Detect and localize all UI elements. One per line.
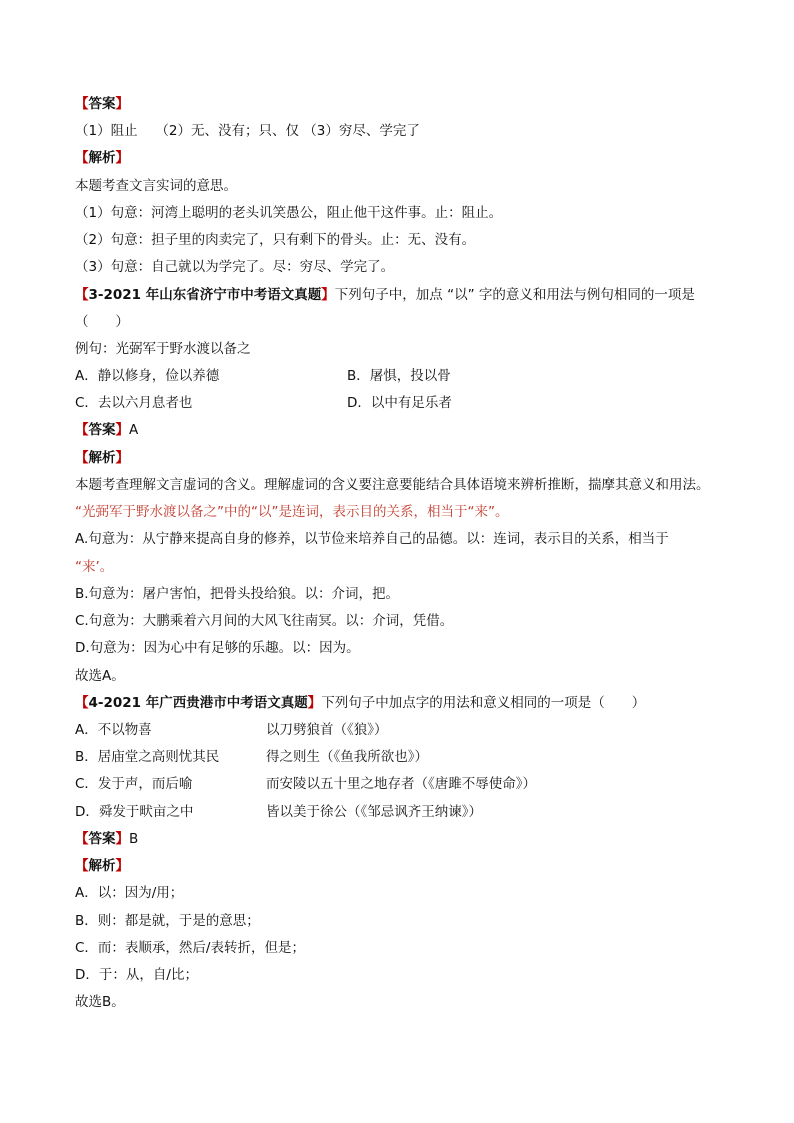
option-d-left: D．舜发于畎亩之中	[75, 804, 194, 820]
analysis-line: B.句意为：屠户害怕，把骨头投给狼。以：介词，把。	[75, 586, 400, 602]
option-a: A．静以修身，俭以养德	[75, 368, 220, 384]
analysis-highlight: “光弼军于野水渡以备之”中的“以”是连词，表示目的关系，相当于“来”。	[75, 504, 509, 520]
analysis-line: B．则：都是就，于是的意思；	[75, 913, 260, 929]
analysis-heading: 【解析】	[75, 858, 129, 874]
analysis-conclusion: 故选A。	[75, 668, 125, 684]
analysis-line: 本题考查文言实词的意思。	[75, 178, 237, 194]
option-d-right: 皆以美于徐公（《邹忌讽齐王纳谏》）	[266, 804, 482, 820]
answer-heading: 【答案】	[75, 96, 129, 112]
analysis-line: D．于：从，自/比；	[75, 967, 198, 983]
answer-heading: 【答案】A	[75, 422, 139, 438]
analysis-line: C.句意为：大鹏乘着六月间的大风飞往南冥。以：介词，凭借。	[75, 613, 454, 629]
option-b-right: 得之则生（《鱼我所欲也》）	[266, 749, 428, 765]
answer-text: （1）阻止 （2）无、没有；只、仅 （3）穷尽、学完了	[75, 123, 420, 139]
option-b: B．屠惧，投以骨	[347, 368, 451, 384]
analysis-line: C．而：表顺承，然后/表转折，但是；	[75, 940, 305, 956]
analysis-heading: 【解析】	[75, 150, 129, 166]
answer-heading: 【答案】B	[75, 831, 139, 847]
option-b-left: B．居庙堂之高则忧其民	[75, 749, 220, 765]
option-c: C．去以六月息者也	[75, 395, 193, 411]
analysis-highlight: “来’。	[75, 559, 114, 575]
question-4-stem: 【4-2021 年广西贵港市中考语文真题】下列句子中加点字的用法和意义相同的一项是（ ）	[75, 695, 646, 711]
option-c-right: 而安陵以五十里之地存者（《唐雎不辱使命》）	[266, 776, 536, 792]
question-3-stem: 【3-2021 年山东省济宁市中考语文真题】下列句子中，加点 “以” 字的意义和用法与例句相同的一项是	[75, 287, 695, 303]
analysis-line: （2）句意：担子里的肉卖完了，只有剩下的骨头。止：无、没有。	[75, 232, 476, 248]
question-3-example: 例句：光弼军于野水渡以备之	[75, 341, 251, 357]
analysis-line: A.句意为：从宁静来提高自身的修养，以节俭来培养自己的品德。以：连词，表示目的关系，相当于	[75, 531, 669, 547]
option-a-right: 以刀劈狼首（《狼》）	[266, 722, 388, 738]
analysis-heading: 【解析】	[75, 450, 129, 466]
analysis-conclusion: 故选B。	[75, 994, 125, 1010]
analysis-line: （3）句意：自己就以为学完了。尽：穷尽、学完了。	[75, 259, 395, 275]
option-a-left: A．不以物喜	[75, 722, 152, 738]
analysis-line: A．以：因为/用；	[75, 885, 184, 901]
analysis-line: D.句意为：因为心中有足够的乐趣。以：因为。	[75, 640, 360, 656]
analysis-line: （1）句意：河湾上聪明的老头讥笑愚公，阻止他干这件事。止：阻止。	[75, 205, 503, 221]
analysis-line: 本题考查理解文言虚词的含义。理解虚词的含义要注意要能结合具体语境来辨析推断，揣摩其意义和用法。	[75, 477, 710, 493]
option-c-left: C．发于声，而后喻	[75, 776, 193, 792]
question-3-blank: （ ）	[75, 314, 129, 330]
option-d: D．以中有足乐者	[347, 395, 452, 411]
